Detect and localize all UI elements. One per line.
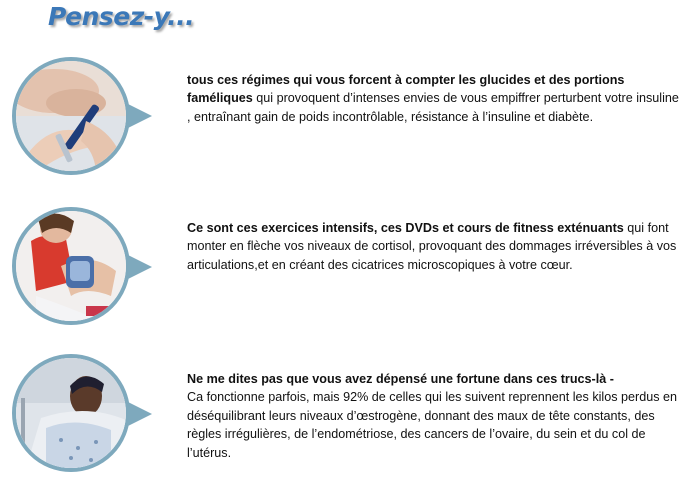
item-text — [187, 370, 685, 462]
item-text — [187, 71, 685, 126]
pointer-arrow-icon — [128, 402, 152, 426]
item-body-text: Ca fonctionne parfois, mais 92% de celles qui les suivent reprennent les kilos perdus en déséquilibrant leurs niveaux d’œstrogène, donnant des maux de tête constants, des règles irrégulières, de l’endométriose, des cancers de l’ovaire, du sein et du col de l’utérus. — [187, 390, 678, 460]
knee-ice-pack-photo — [12, 207, 130, 325]
page-heading: Pensez-y... — [48, 2, 195, 31]
item-bold-text: Ne me dites pas que vous avez dépensé une fortune dans ces trucs-là - — [187, 372, 614, 386]
hospital-patient-photo — [12, 354, 130, 472]
item-bold-text: Ce sont ces exercices intensifs, ces DVDs et cours de fitness exténuants — [187, 221, 624, 235]
item-bold-text: tous ces régimes qui vous forcent à compter les glucides et des portions faméliques — [187, 73, 625, 106]
insulin-injection-photo — [12, 57, 130, 175]
pointer-arrow-icon — [128, 104, 152, 128]
item-body-text: qui font monter en flèche vos niveaux de cortisol, provoquant des dommages irréversibles à vos articulations,et en créant des cicatrices microscopiques à votre cœur. — [187, 221, 677, 272]
pointer-arrow-icon — [128, 255, 152, 279]
item-body-text: qui provoquent d’intenses envies de vous empiffrer perturbent votre insuline , entraînant gain de poids incontrôlable, résistance à l’insuline et diabète. — [187, 91, 679, 124]
item-text — [187, 219, 685, 274]
